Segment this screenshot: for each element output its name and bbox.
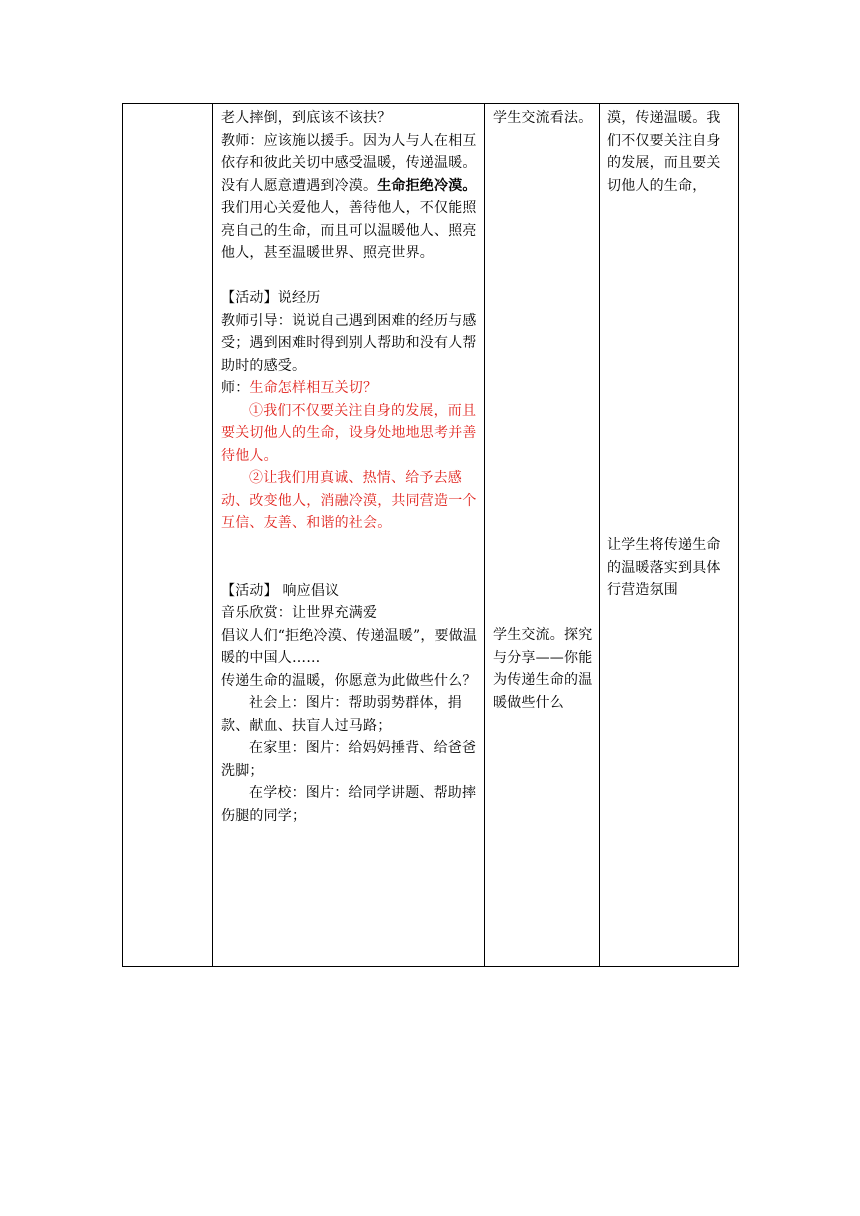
intent-paragraph-2: 让学生将传递生命的温暖落实到具体行营造氛围 (607, 537, 721, 598)
activity-heading-initiative: 【活动】 响应倡议 (221, 582, 340, 599)
teacher-guide-paragraph: 教师引导：说说自己遇到困难的经历与感受；遇到困难时得到别人帮助和没有人帮助时的感受。 (221, 312, 477, 374)
student-activity-cell (485, 104, 600, 967)
home-example: 在家里：图片：给妈妈捶背、给爸爸洗脚； (221, 740, 477, 779)
intent-paragraph-1: 漠，传递温暖。我们不仅要关注自身的发展，而且要关切他人的生命， (607, 110, 721, 194)
music-line: 音乐欣赏：让世界充满爱 (221, 605, 378, 621)
point-one: ①我们不仅要关注自身的发展，而且要关切他人的生命，设身处地地思考并善待他人。 (221, 402, 477, 464)
point-two: ②让我们用真诚、热情、给予去感动、改变他人，消融冷漠，共同营造一个互信、友善、和谐的社会。 (221, 470, 477, 531)
question-line: 老人摔倒，到底该不该扶？ (221, 110, 392, 126)
teacher-question: 师：生命怎样相互关切？ (221, 380, 378, 396)
stage-cell (123, 104, 213, 967)
initiative-paragraph: 倡议人们“拒绝冷漠、传递温暖”，要做温暖的中国人…… (221, 627, 478, 666)
lesson-plan-table (122, 103, 739, 967)
school-example: 在学校：图片：给同学讲题、帮助摔伤腿的同学； (221, 785, 477, 824)
care-paragraph: 我们用心关爱他人，善待他人，不仅能照亮自己的生命，而且可以温暖他人、照亮他人，甚至温暖世界、照亮世界。 (221, 200, 477, 261)
table-row (123, 104, 739, 967)
activity-heading-experience: 【活动】说经历 (221, 290, 321, 306)
key-point-bold: 生命拒绝冷漠。 (377, 177, 477, 194)
design-intent-cell (600, 104, 739, 967)
student-discussion-2: 学生交流。探究与分享——你能为传递生命的温暖做些什么 (493, 627, 593, 711)
teacher-activity-cell (213, 104, 485, 967)
warmth-question: 传递生命的温暖，你愿意为此做些什么？ (221, 672, 477, 689)
society-example: 社会上：图片：帮助弱势群体，捐款、献血、扶盲人过马路； (221, 695, 462, 734)
red-question: 生命怎样相互关切？ (249, 380, 378, 396)
teacher-answer-paragraph: 教师：应该施以援手。因为人与人在相互依存和彼此关切中感受温暖，传递温暖。没有人愿意遭遇到冷漠。生命拒绝冷漠。 (221, 132, 477, 194)
student-discussion-1: 学生交流看法。 (493, 110, 593, 126)
